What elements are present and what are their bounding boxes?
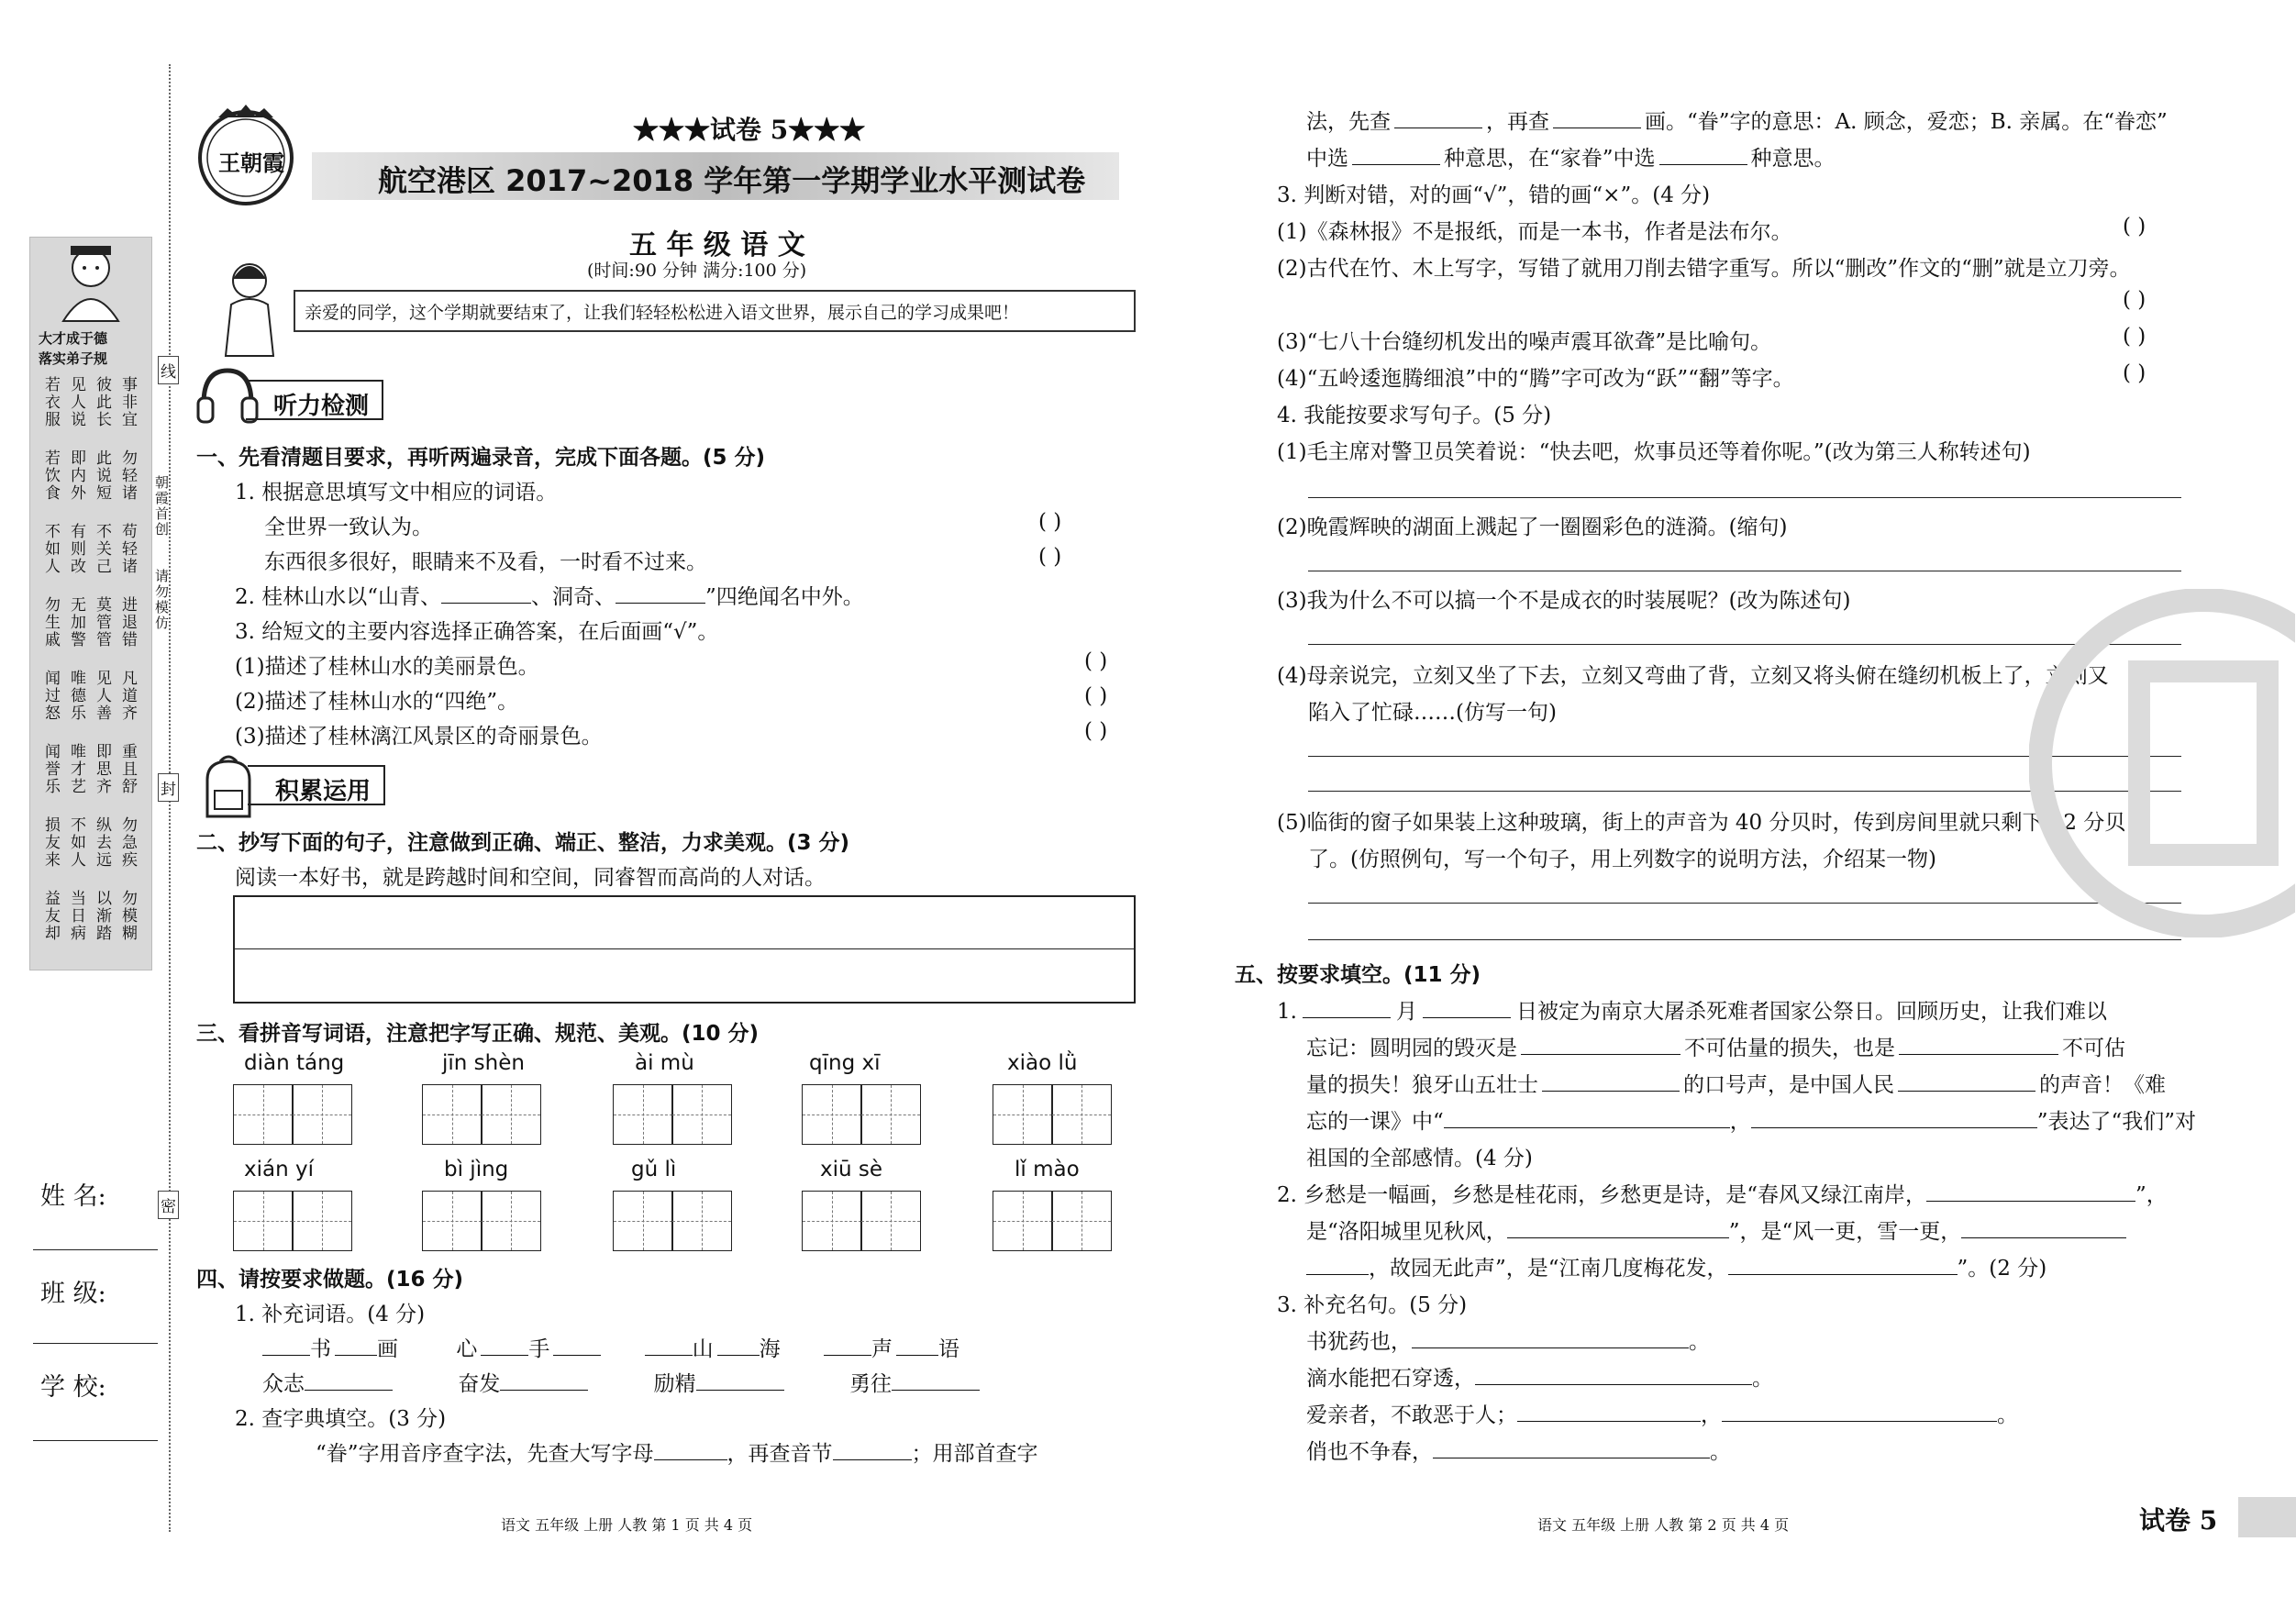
proverb-col: 唯才艺 <box>67 743 85 795</box>
answer-blank[interactable] <box>616 584 705 604</box>
q1-sub2-post: ”四绝闻名中外。 <box>705 585 864 609</box>
q4-sub1: 1. 补充词语。(4 分) <box>235 1303 426 1326</box>
answer-blank[interactable] <box>262 1336 310 1356</box>
idiom-prefix: 奋发 <box>458 1372 501 1396</box>
q1-sub1: 1. 根据意思填写文中相应的词语。 <box>235 481 558 505</box>
dict-text: “眷”字用音序查字法，先查大写字母 <box>316 1442 654 1466</box>
answer-paren[interactable]: ( ) <box>2123 325 2146 349</box>
answer-blank[interactable] <box>1433 1439 1710 1458</box>
answer-blank[interactable] <box>654 1441 727 1460</box>
writing-grid-cell[interactable] <box>802 1191 862 1251</box>
answer-blank[interactable] <box>1659 146 1747 165</box>
idiom-char: 画 <box>377 1337 398 1361</box>
proverb-col: 不如人 <box>41 523 60 575</box>
answer-blank[interactable] <box>1926 1182 2135 1202</box>
q5-text: 不可估量的损失，也是 <box>1684 1037 1895 1060</box>
pinyin-label: xiào lǜ <box>1007 1051 1078 1075</box>
idiom-prefix: 勇往 <box>849 1372 892 1396</box>
answer-blank[interactable] <box>1722 1403 1997 1422</box>
dict-text: ，再查音节 <box>727 1442 833 1466</box>
footer-left: 语文 五年级 上册 人教 第 1 页 共 4 页 <box>501 1516 753 1534</box>
q4-sub4d-1: (4)母亲说完，立刻又坐了下去，立刻又弯曲了背，立刻又将头俯在缝纫机板上了，立刻又 <box>1277 664 2109 688</box>
answer-blank[interactable] <box>1517 1403 1701 1422</box>
q4-sub4e-2: 了。(仿照例句，写一个句子，用上列数字的说明方法，介绍某一物) <box>1308 848 1936 871</box>
proverb-col: 无加警 <box>67 596 85 649</box>
answer-paren[interactable]: ( ) <box>2123 215 2146 238</box>
dict-text: 种意思，在“家眷”中选 <box>1444 147 1656 171</box>
q5-m-line3 <box>1306 1251 2046 1281</box>
binding-note-2: 请勿模仿 <box>153 569 170 631</box>
confidential-seal-icon <box>2029 589 2295 937</box>
writing-grid-cell[interactable] <box>860 1084 921 1145</box>
pinyin-label: qīng xī <box>809 1051 881 1075</box>
answer-blank[interactable] <box>1394 109 1482 128</box>
answer-paren[interactable]: ( ) <box>1038 510 1062 534</box>
idiom-char: 心 <box>456 1337 478 1361</box>
q5-text: 。 <box>1710 1440 1731 1464</box>
answer-blank[interactable] <box>1507 1219 1729 1238</box>
q5-text: ”。(2 分) <box>1957 1257 2047 1281</box>
class-label: 班 级: <box>40 1280 106 1308</box>
q1-sub3c: (3)描述了桂林漓江风景区的奇丽景色。 <box>235 725 603 749</box>
pinyin-label: ài mù <box>635 1051 694 1075</box>
school-label: 学 校: <box>40 1373 106 1402</box>
exam-badge: 试卷 5 <box>2139 1505 2218 1536</box>
answer-blank[interactable] <box>1553 109 1641 128</box>
q4-sub4d-2: 陷入了忙碌……(仿写一句) <box>1308 701 1557 725</box>
proverb-col: 唯德乐 <box>67 670 85 722</box>
answer-blank[interactable] <box>1352 146 1440 165</box>
proverb-col: 不关己 <box>93 523 111 575</box>
answer-blank[interactable] <box>1961 1219 2126 1238</box>
answer-blank[interactable] <box>696 1371 784 1391</box>
q5-line5: 祖国的全部感情。(4 分) <box>1306 1147 1533 1170</box>
q5-text: ”，是“风一更，雪一更， <box>1728 1220 1962 1244</box>
answer-blank[interactable] <box>645 1336 693 1356</box>
answer-blank[interactable] <box>1898 1072 2035 1092</box>
answer-blank[interactable] <box>500 1371 588 1391</box>
idiom-char: 声 <box>871 1337 893 1361</box>
q5-line1 <box>1277 994 2107 1025</box>
q5-text: 忘的一课》中“ <box>1306 1110 1444 1134</box>
proverb-col: 进退错 <box>118 596 137 649</box>
answer-paren[interactable]: ( ) <box>1084 649 1108 673</box>
proverb-col: 彼此长 <box>93 376 111 428</box>
idiom-char: 书 <box>310 1337 331 1361</box>
dict-text: 画。“眷”字的意思：A. 顾念，爱恋；B. 亲属。在“眷恋” <box>1645 110 2168 134</box>
proverb-col: 若衣服 <box>41 376 60 428</box>
answer-blank[interactable] <box>481 1336 528 1356</box>
pinyin-label: jīn shèn <box>442 1051 525 1075</box>
pinyin-label: xiū sè <box>820 1158 883 1181</box>
q5-text: ”， <box>2135 1183 2168 1207</box>
writing-grid-cell[interactable] <box>1051 1084 1112 1145</box>
q4-sub4c: (3)我为什么不可以搞一个不是成衣的时装展呢？(改为陈述句) <box>1277 589 1851 613</box>
proverb-col: 见人善 <box>93 670 111 722</box>
writing-grid-cell[interactable] <box>993 1084 1053 1145</box>
dict-text: 中选 <box>1306 147 1348 171</box>
answer-blank[interactable] <box>553 1336 601 1356</box>
pinyin-label: lǐ mào <box>1015 1158 1080 1181</box>
proverb-col: 勿模糊 <box>118 890 137 942</box>
proverb-col: 当日病 <box>67 890 85 942</box>
q4-sub3: 3. 判断对错，对的画“√”，错的画“×”。(4 分) <box>1277 183 1711 207</box>
q4-sub3b: (2)古代在竹、木上写字，写错了就用刀削去错字重写。所以“删改”作文的“删”就是立刀旁。 <box>1277 257 2131 281</box>
copy-writing-box[interactable] <box>233 895 1136 1004</box>
q5-text: 是“洛阳城里见秋风， <box>1306 1220 1507 1244</box>
q4-sub2: 2. 查字典填空。(3 分) <box>235 1407 447 1431</box>
writing-grid-cell[interactable] <box>993 1191 1053 1251</box>
school-field[interactable] <box>33 1440 158 1441</box>
answer-paren[interactable]: ( ) <box>1084 719 1108 743</box>
q4-sub4a: (1)毛主席对警卫员笑着说：“快去吧，炊事员还等着你呢。”(改为第三人称转述句) <box>1277 440 2031 464</box>
idiom-char: 海 <box>759 1337 781 1361</box>
q5-text: ， <box>1701 1403 1722 1427</box>
q5-text: 爱亲者，不敢恶于人； <box>1306 1403 1517 1427</box>
dict-text: ，再查 <box>1486 110 1549 134</box>
writing-grid-cell[interactable] <box>233 1191 294 1251</box>
q5-text: 。 <box>1752 1367 1773 1391</box>
proverb-col: 即思齐 <box>93 743 111 795</box>
proverb-col: 若饮食 <box>41 449 60 502</box>
greeting-text: 亲爱的同学，这个学期就要结束了，让我们轻轻松松进入语文世界，展示自己的学习成果吧！ <box>305 303 1020 323</box>
q1-sub2-pre: 2. 桂林山水以“山青、 <box>235 585 442 609</box>
answer-blank[interactable] <box>717 1336 760 1356</box>
answer-blank[interactable] <box>335 1336 377 1356</box>
answer-blank[interactable] <box>1423 999 1511 1018</box>
brand-logo-text: 王朝霞 <box>218 150 284 176</box>
q5-text: 2. 乡愁是一幅画，乡愁是桂花雨，乡愁更是诗，是“春风又绿江南岸， <box>1277 1183 1927 1207</box>
answer-blank[interactable] <box>892 1371 980 1391</box>
writing-grid-cell[interactable] <box>671 1084 732 1145</box>
writing-grid-cell[interactable] <box>422 1191 482 1251</box>
writing-grid-cell[interactable] <box>671 1191 732 1251</box>
answer-blank[interactable] <box>1412 1329 1689 1348</box>
q5-text: 量的损失！狼牙山五壮士 <box>1306 1073 1538 1097</box>
q1-sub2-mid: 、洞奇、 <box>531 585 616 609</box>
q1-sub3a: (1)描述了桂林山水的美丽景色。 <box>235 655 539 679</box>
answer-blank[interactable] <box>1475 1366 1752 1385</box>
q5-n-line1: 3. 补充名句。(5 分) <box>1277 1293 1468 1317</box>
section-listening: 听力检测 <box>246 380 383 420</box>
answer-blank[interactable] <box>833 1441 912 1460</box>
q4-sub4: 4. 我能按要求写句子。(5 分) <box>1277 404 1552 427</box>
q4-sub2-line3 <box>1306 141 1836 172</box>
answer-blank[interactable] <box>305 1371 393 1391</box>
proverb-col: 以渐踏 <box>93 890 111 942</box>
pinyin-label: xián yí <box>244 1158 314 1181</box>
pinyin-label: gǔ lì <box>631 1158 677 1181</box>
proverb-col: 益友却 <box>41 890 60 942</box>
proverb-col: 闻誉乐 <box>41 743 60 795</box>
q4-heading: 四、请按要求做题。(16 分) <box>196 1268 464 1292</box>
proverb-col: 损友来 <box>41 816 60 869</box>
q1-sub2 <box>235 580 864 610</box>
time-info: (时间:90 分钟 满分:100 分) <box>587 261 807 281</box>
writing-grid-cell[interactable] <box>481 1191 541 1251</box>
answer-paren[interactable]: ( ) <box>1038 545 1062 569</box>
answer-blank[interactable] <box>1303 999 1391 1018</box>
class-field[interactable] <box>33 1343 158 1344</box>
writing-grid-cell[interactable] <box>233 1084 294 1145</box>
proverb-col: 苟轻诸 <box>118 523 137 575</box>
answer-blank[interactable] <box>441 584 531 604</box>
q1-sub1a: 全世界一致认为。 <box>264 516 433 539</box>
answer-line[interactable] <box>1308 497 2181 498</box>
q3-heading: 三、看拼音写词语，注意把字写正确、规范、美观。(10 分) <box>196 1022 760 1046</box>
q5-text: ， <box>1729 1110 1751 1134</box>
teacher-illustration <box>213 259 288 360</box>
q4-sub4b: (2)晚霞辉映的湖面上溅起了一圈圈彩色的涟漪。(缩句) <box>1277 516 1788 539</box>
q5-text: 忘记：圆明园的毁灭是 <box>1306 1037 1517 1060</box>
answer-blank[interactable] <box>896 1336 938 1356</box>
writing-grid-cell[interactable] <box>1051 1191 1112 1251</box>
answer-paren[interactable]: ( ) <box>2123 361 2146 385</box>
answer-blank[interactable] <box>1899 1036 2058 1055</box>
idiom-char: 语 <box>937 1337 959 1361</box>
binding-mark-mi: 密 <box>158 1191 179 1219</box>
proverb-col: 见人说 <box>67 376 85 428</box>
motto-line-2: 落实弟子规 <box>39 350 108 367</box>
binding-note-1: 朝霞首创 <box>153 475 170 538</box>
proverb-col: 事非宜 <box>118 376 137 428</box>
q4-idioms-row2 <box>262 1367 980 1397</box>
q4-sub2-line1 <box>316 1436 1038 1467</box>
dict-text: 法，先查 <box>1306 110 1391 134</box>
footer-right: 语文 五年级 上册 人教 第 2 页 共 4 页 <box>1537 1516 1790 1534</box>
pinyin-label: bì jìng <box>444 1158 509 1181</box>
q2-sentence: 阅读一本好书，就是跨越时间和空间，同睿智而高尚的人对话。 <box>235 866 826 890</box>
proverb-col: 纵去远 <box>93 816 111 869</box>
answer-blank[interactable] <box>1444 1109 1730 1128</box>
answer-line[interactable] <box>1308 939 2181 940</box>
q1-sub3: 3. 给短文的主要内容选择正确答案，在后面画“√”。 <box>235 620 719 644</box>
section-accumulation: 积累运用 <box>248 765 385 805</box>
proverb-col: 勿轻诸 <box>118 449 137 502</box>
q5-n-line3 <box>1306 1361 1773 1392</box>
proverb-col: 重且舒 <box>118 743 137 795</box>
q5-text: 。 <box>1689 1330 1710 1354</box>
exam-series-label: ★★★试卷 5★★★ <box>633 115 866 145</box>
q5-text: 滴水能把石穿透， <box>1306 1367 1475 1391</box>
proverb-col: 即内外 <box>67 449 85 502</box>
exam-title: 航空港区 2017~2018 学年第一学期学业水平测试卷 <box>378 163 1086 198</box>
subject-title: 五 年 级 语 文 <box>629 229 805 261</box>
answer-blank[interactable] <box>824 1336 871 1356</box>
answer-blank[interactable] <box>1728 1256 1958 1275</box>
q1-sub1b: 东西很多很好，眼睛来不及看，一时看不过来。 <box>264 550 707 574</box>
idiom-prefix: 励精 <box>653 1372 696 1396</box>
answer-blank[interactable] <box>1542 1072 1680 1092</box>
idiom-char: 山 <box>692 1337 714 1361</box>
q2-heading: 二、抄写下面的句子，注意做到正确、端正、整洁，力求美观。(3 分) <box>196 831 850 855</box>
binding-mark-feng: 封 <box>158 773 179 802</box>
answer-blank[interactable] <box>1751 1109 2037 1128</box>
motto-line-1: 大才成于德 <box>39 330 108 347</box>
q5-heading: 五、按要求填空。(11 分) <box>1235 963 1481 987</box>
proverb-col: 凡道齐 <box>118 670 137 722</box>
binding-mark-xian: 线 <box>158 356 179 384</box>
q4-sub2-line2 <box>1306 105 2168 135</box>
q5-text: 的声音！《难 <box>2039 1073 2166 1097</box>
q5-line2 <box>1306 1031 2125 1061</box>
proverb-col: 不如人 <box>67 816 85 869</box>
dict-text: ；用部首查字 <box>911 1442 1038 1466</box>
q1-sub3b: (2)描述了桂林山水的“四绝”。 <box>235 690 519 714</box>
proverb-col: 勿生戚 <box>41 596 60 649</box>
proverb-col: 莫管管 <box>93 596 111 649</box>
proverb-col: 勿急疾 <box>118 816 137 869</box>
q5-text: 日被定为南京大屠杀死难者国家公祭日。回顾历史，让我们难以 <box>1515 1000 2107 1024</box>
proverb-col: 闻过怒 <box>41 670 60 722</box>
writing-grid-cell[interactable] <box>422 1084 482 1145</box>
q4-sub3d: (4)“五岭逶迤腾细浪”中的“腾”字可改为“跃”“翻”等字。 <box>1277 367 1794 391</box>
q5-n-line2 <box>1306 1325 1710 1355</box>
answer-paren[interactable]: ( ) <box>2123 288 2146 312</box>
dict-text: 种意思。 <box>1750 147 1836 171</box>
answer-blank[interactable] <box>1306 1256 1369 1275</box>
writing-grid-cell[interactable] <box>292 1084 352 1145</box>
q4-sub3c: (3)“七八十台缝纫机发出的噪声震耳欲聋”是比喻句。 <box>1277 330 1772 354</box>
q5-text: ，故园无此声”，是“江南几度梅花发， <box>1369 1257 1728 1281</box>
proverb-col: 此说短 <box>93 449 111 502</box>
idiom-prefix: 众志 <box>262 1372 305 1396</box>
q4-sub3a: (1)《森林报》不是报纸，而是一本书，作者是法布尔。 <box>1277 220 1792 244</box>
q5-text: 的口号声，是中国人民 <box>1683 1073 1894 1097</box>
writing-grid-cell[interactable] <box>613 1084 673 1145</box>
writing-grid-cell[interactable] <box>802 1084 862 1145</box>
writing-grid-cell[interactable] <box>613 1191 673 1251</box>
q5-line3 <box>1306 1068 2166 1098</box>
q5-text: 俏也不争春， <box>1306 1440 1433 1464</box>
q1-heading: 一、先看清题目要求，再听两遍录音，完成下面各题。(5 分) <box>196 446 766 470</box>
answer-paren[interactable]: ( ) <box>1084 684 1108 708</box>
q4-sub4e-1: (5)临街的窗子如果装上这种玻璃，街上的声音为 40 分贝时，传到房间里就只剩下 12 分贝 <box>1277 811 2126 835</box>
writing-grid-cell[interactable] <box>292 1191 352 1251</box>
q5-n-line4 <box>1306 1398 2018 1428</box>
q4-idioms-row1 <box>262 1332 959 1362</box>
scholar-illustration <box>48 240 134 323</box>
name-field[interactable] <box>33 1249 158 1250</box>
pinyin-label: diàn táng <box>244 1051 345 1075</box>
q5-text: ”表达了“我们”对 <box>2036 1110 2197 1134</box>
proverb-block <box>35 376 145 963</box>
writing-grid-cell[interactable] <box>481 1084 541 1145</box>
name-label: 姓 名: <box>40 1182 106 1211</box>
q5-m-line1 <box>1277 1178 2168 1208</box>
proverb-col: 有则改 <box>67 523 85 575</box>
answer-blank[interactable] <box>1521 1036 1680 1055</box>
q5-n-line5 <box>1306 1435 1731 1465</box>
q5-text: 书犹药也， <box>1306 1330 1412 1354</box>
q5-m-line2 <box>1306 1214 2126 1245</box>
q5-text: 。 <box>1997 1403 2018 1427</box>
idiom-char: 手 <box>528 1337 550 1361</box>
q5-line4 <box>1306 1104 2196 1135</box>
q5-text: 1. <box>1277 1000 1297 1024</box>
writing-grid-cell[interactable] <box>860 1191 921 1251</box>
q5-text: 月 <box>1395 1000 1417 1024</box>
q5-text: 不可估 <box>2062 1037 2125 1060</box>
exam-badge-strip <box>2238 1497 2296 1537</box>
